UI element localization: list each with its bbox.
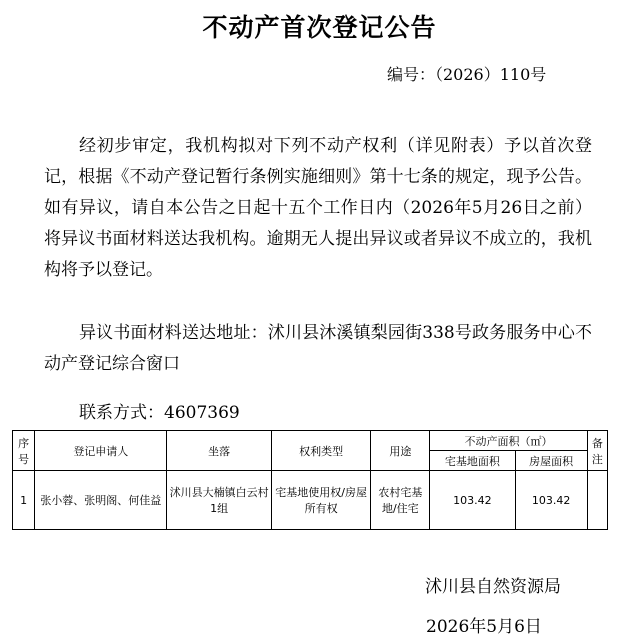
contact-info: 联系方式：4607369 — [79, 403, 240, 423]
cell-house-area: 103.42 — [515, 471, 587, 530]
header-land-area: 宅基地面积 — [430, 451, 515, 471]
header-house-area: 房屋面积 — [515, 451, 587, 471]
cell-land-area: 103.42 — [430, 471, 515, 530]
cell-use: 农村宅基地/住宅 — [371, 471, 430, 530]
objection-address-paragraph: 异议书面材料送达地址：沭川县沐溪镇梨园街338号政务服务中心不动产登记综合窗口 — [44, 323, 592, 374]
cell-seq: 1 — [13, 471, 35, 530]
header-area: 不动产面积（㎡） — [430, 431, 587, 451]
header-right-type: 权利类型 — [271, 431, 371, 471]
header-seq: 序号 — [13, 431, 35, 471]
table-row — [13, 471, 608, 530]
table-header-row — [13, 431, 608, 451]
document-number: 编号：（2026）110号 — [387, 65, 547, 84]
cell-location: 沭川县大楠镇白云村1组 — [167, 471, 272, 530]
header-location: 坐落 — [167, 431, 272, 471]
header-use: 用途 — [371, 431, 430, 471]
notice-paragraph-main: 经初步审定，我机构拟对下列不动产权利（详见附表）予以首次登记，根据《不动产登记暂行条例实施细则》第十七条的规定，现予公告。如有异议，请自本公告之日起十五个工作日内（2026年5月26日之前）将异议书面材料送达我机构。逾期无人提出异议或者异议不成立的，我机构将予以登记。 — [44, 136, 592, 280]
issue-date: 2026年5月6日 — [426, 617, 542, 637]
cell-applicant: 张小蓉、张明阁、何佳益 — [35, 471, 167, 530]
notice-title: 不动产首次登记公告 — [202, 13, 437, 42]
cell-right-type: 宅基地使用权/房屋所有权 — [271, 471, 371, 530]
header-remark: 备注 — [587, 431, 607, 471]
issuing-organization: 沭川县自然资源局 — [425, 577, 561, 597]
cell-remark — [587, 471, 607, 530]
header-applicant: 登记申请人 — [35, 431, 167, 471]
registration-table — [12, 430, 608, 530]
